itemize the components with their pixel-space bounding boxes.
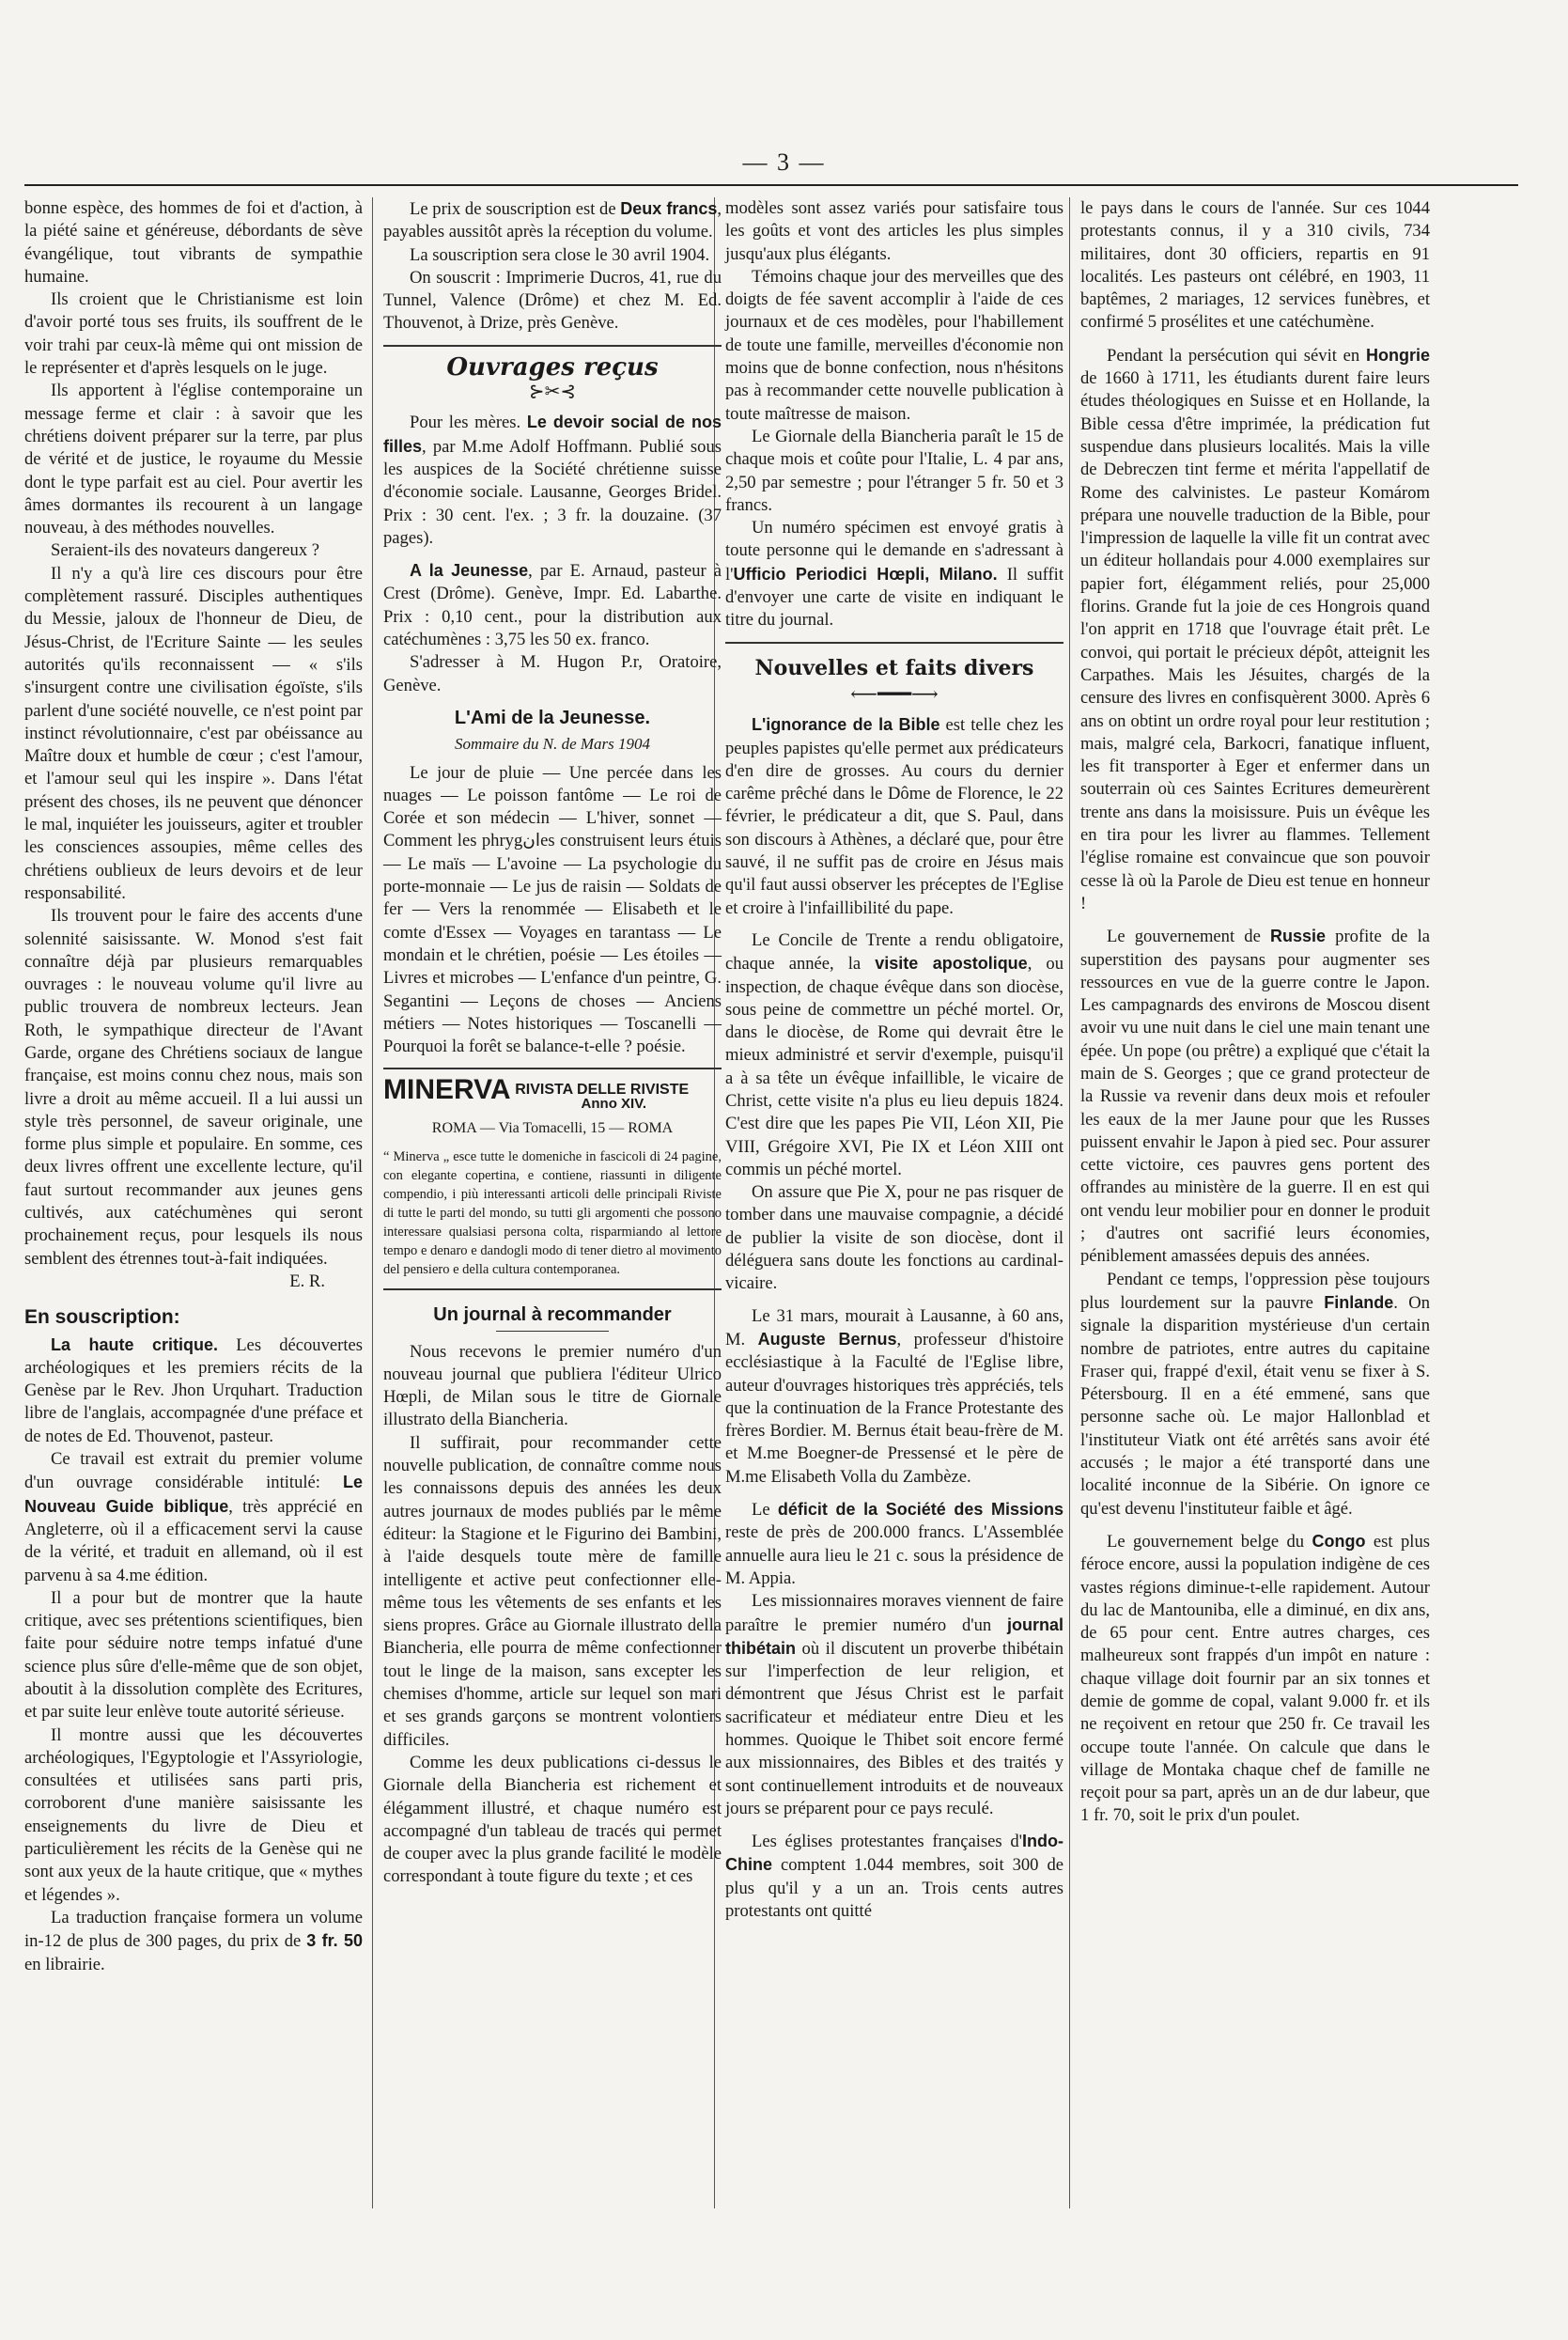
bold-title: Russie — [1269, 927, 1327, 946]
text: où il discutent un proverbe thibétain sur l'imperfection de leur religion, et démontrent que Jésus Christ est le parfait sacrificateur et médiateur entre Dieu et les hommes. Quoique le Thibet soit encore fermé aux missionnaires, des Bibles et des traités y sont continuellement introduits et de nouveaux jours se préparent pour ce pays reculé. — [725, 1638, 1063, 1818]
text: reste de près de 200.000 francs. L'Assemblée annuelle aura lieu le 21 c. sous la présidence de M. Appia. — [725, 1522, 1063, 1588]
paragraph: La souscription sera close le 30 avril 1904. — [410, 244, 710, 265]
ornament-icon: ⊱✂⊰ — [528, 382, 577, 403]
column-divider — [372, 197, 373, 2208]
paragraph: bonne espèce, des hommes de foi et d'action, à la piété saine et généreuse, débordants de sève évangélique, tout vibrants de sympathie humaine. — [24, 198, 363, 287]
paragraph — [1080, 344, 1430, 915]
paragraph: Seraient-ils des novateurs dangereux ? — [51, 540, 320, 561]
paragraph — [383, 559, 722, 651]
bold-title: Congo — [1312, 1531, 1366, 1551]
minerva-ad — [383, 1074, 722, 1279]
text: Le gouvernement belge du — [1107, 1531, 1312, 1552]
paragraph — [24, 1334, 363, 1448]
text: profite de la superstition des paysans pour augmenter ses ressources en vue de la guerre contre le Japon. Les campagnards des environs de Moscou disent avoir vu une nuit dans le ciel une main tenant une épée. Un pope (ou prêtre) a expliqué que c'était la main de S. Georges ; que ce grand protecteur de la Russie va revenir dans deux mois et refouler les eaux de la mer Jaune pour que les Russes puissent envahir le Japon à pied sec. Pour assurer cette victoire, ces pauvres gens portent des offrandes au ministère de la guerre. Il en est qui ont vendu leur mobilier pour en donner le produit ; d'autres ont sacrifié leurs économies, péniblement amassées depuis des années. — [1080, 927, 1430, 1267]
text: Le prix de souscription est de — [410, 199, 621, 219]
section-heading-ouvrages: Ouvrages reçus — [446, 352, 659, 382]
paragraph: Ils trouvent pour le faire des accents d'une solennité saisissante. W. Monod s'est fait connaître déjà par plusieurs remarquables ouvrages : le nouveau volume qu'il livre au public trouvera de nombreux lecteurs. Jean Roth, le sympathique directeur de l'Avant Garde, organe des Chrétiens sociaux de langue française, est moins connu chez nous, mais son livre a droit au même accueil. Il a lui aussi un style très personnel, de saveur originale, une forme plus simple et populaire. En somme, ces deux livres offrent une excellente lecture, qu'il faut surtout recommander aux jeunes gens cultivés, aux catéchumènes qui seront prochainement reçus, pour lesquels ils nous semblent des étrennes tout-à-fait indiquées. — [24, 906, 363, 1269]
paragraph: Il suffirait, pour recommander cette nouvelle publication, de connaître comme nous les connaissons depuis des années les deux autres journaux de modes publiés par le même éditeur: la Stagione et le Figurino dei Bambini, à l'aide desquels toute mère de famille intelligente et active peut confectionner elle-même tous les vêtements de ses enfants et les siens propres. Grâce au Giornale illustrato della Biancheria, elle pourra de même confectionner tout le linge de la maison, sans excepter les chemises d'homme, article sur lequel son mari et ses grands garçons se montrent volontiers difficiles. — [383, 1432, 722, 1750]
paragraph — [383, 197, 722, 244]
paragraph — [725, 1305, 1063, 1489]
text: en librairie. — [24, 1954, 105, 1974]
bold-title: L'ignorance de la Bible — [752, 715, 940, 735]
price: 3 fr. 50 — [306, 1931, 363, 1951]
minerva-address: ROMA — Via Tomacelli, 15 — ROMA — [431, 1119, 674, 1136]
ornament-icon: ⟵━━━⟶ — [850, 683, 939, 705]
paragraph: Il a pour but de montrer que la haute critique, avec ses prétentions scientifiques, bien faite pour séduire notre temps infatué d'une science plus sûre d'elle-même que de son objet, aboutit à la dissolution complète des Ecritures, et par suite leur enlève toute autorité sérieuse. — [24, 1587, 363, 1723]
bold-title: Indo-Chine — [725, 1832, 1063, 1875]
minerva-subtitle: RIVISTA DELLE RIVISTE — [515, 1082, 690, 1099]
bold-title: Le Nouveau Guide biblique — [24, 1473, 363, 1516]
bold-title: Hongrie — [1365, 345, 1430, 365]
text: , très apprécié en Angleterre, où il a efficacement servi la cause de la vérité, et traduit en allemand, où il est parvenu à sa 4.me édition. — [24, 1496, 364, 1585]
minerva-masthead — [383, 1074, 722, 1115]
text: de 1660 à 1711, les étudiants durent faire leurs études théologiques en Suisse et en Hollande, la Bible cessa d'être imprimée, la prédication fut suspendue dans plusieurs localités. Mais la ville de Debreczen tint ferme et mérita l'appellatif de Rome des calvinistes. Le pasteur Komárom prépara une nouvelle traduction de la Bible, pour l'impression de laquelle la ville fit un contrat avec un éditeur hollandais pour 4.000 exemplaires sur papier fort, élégamment reliés, pour 25,000 florins. Grande fut la joie de ces Hongrois quand l'on apprit en 1718 que l'ouvrage était prêt. Le convoi, qui portait le précieux dépôt, atteignit les Carpathes. Mais les Jésuites, chargés de la censure des livres en confisquèrent 3000. Après 6 ans on obtint un ordre royal pour leur restitution ; mais, malgré cela, Barkocri, fanatique influent, les fit transporter à Eger et enfermer dans un souterrain où ces Saintes Ecritures demeurèrent trente ans dans la moisissure. Puis un évêque les en tira pour les livrer au flammes. Tellement l'église romaine est convaincue que son pouvoir cesse là où la Parole de Dieu est tenue en honneur ! — [1080, 368, 1430, 913]
rule — [725, 642, 1063, 644]
paragraph: le pays dans le cours de l'année. Sur ces 1044 protestants connus, il y a 310 civils, 734 militaires, dont 30 officiers, repartis en 91 localités. Les pasteurs ont célébré, en 1903, 11 baptêmes, 2 mariages, 12 services funèbres, et confirmé 5 prosélites et une catéchumène. — [1080, 198, 1430, 333]
text: , payables aussitôt après la réception du volume. — [383, 199, 722, 242]
text: , par E. Arnaud, pasteur à Crest (Drôme). Genève, Impr. Ed. Labarthe. Prix : 0,10 cent., pour la distribution aux catéchumènes : 3,75 les 50 ex. franco. — [383, 561, 722, 650]
text: Le gouvernement de — [1107, 927, 1270, 947]
rule — [383, 345, 722, 347]
text: , professeur d'histoire ecclésiastique à la Faculté de l'Eglise libre, auteur d'ouvrages historiques très appréciés, tels que la continuation de la France Protestante des frères Bordier. M. Bernus était beau-frère de M. et M.me Boegner-de Pressensé et le père de M.me Elisabeth Volla du Zambèze. — [725, 1329, 1063, 1487]
ami-title: L'Ami de la Jeunesse. — [454, 707, 651, 728]
text: Pour les mères. — [410, 413, 527, 433]
text: Un numéro spécimen est envoyé gratis à toute personne qui le demande en s'adressant à l' — [725, 518, 1063, 585]
minerva-title: MINERVA — [383, 1074, 511, 1106]
paragraph: Ils apportent à l'église contemporaine un message ferme et clair : à savoir que les chrétiens doivent préparer sur la terre, par plus de vérité et de justice, le royaume du Messie dont le type parfait est au ciel. Pour avertir les âmes dormantes ils recourent à un langage nouveau, à des méthodes nouvelles. — [24, 381, 363, 538]
paragraph — [725, 517, 1063, 632]
paragraph — [383, 411, 722, 550]
bold-title: visite apostolique — [875, 954, 1028, 974]
text: est telle chez les peuples papistes qu'elle permet aux prédicateurs d'en dire de grosses. Au cours du dernier carême prêché dans le Dôme de Florence, le 22 février, le prédicateur a dit, que S. Paul, dans son discours à Athènes, a déclaré que, pour être sauvé, il ne suffit pas de croire en Jésus mais qu'il faut aussi observer les préceptes de l'Eglise et croire à l'infaillibilité du pape. — [725, 715, 1063, 918]
bold-title: A la Jeunesse — [410, 561, 529, 581]
paragraph — [24, 1907, 363, 1976]
page-number: — 3 — — [742, 148, 826, 176]
column-1 — [24, 197, 363, 1976]
text: Les églises protestantes françaises d' — [752, 1832, 1023, 1852]
text: La traduction française formera un volume in-12 de plus de 300 pages, du prix de — [24, 1907, 363, 1952]
text: . On signale la disparition mystérieuse d'un certain nombre de patriotes, entre autres du capitaine Fraser qui, frappé d'exil, était venu se fixer à S. Pétersbourg. Il en a été emmené, sans que personne sache où. Le major Hallonblad et l'instituteur Viatk ont été arrêtés sans avoir été accusés ; le major a été transporté dans une localité inconnue de la Sibérie. On ignore ce qu'est devenu l'instituteur faible et âgé. — [1080, 1292, 1430, 1519]
text: Pendant la persécution qui sévit en — [1107, 345, 1366, 366]
paragraph — [1080, 925, 1430, 1268]
text: Le Concile de Trente a rendu obligatoire, chaque année, la — [725, 929, 1063, 975]
section-heading-nouvelles: Nouvelles et faits divers — [754, 655, 1034, 680]
text: Le — [752, 1500, 778, 1521]
paragraph — [725, 1830, 1063, 1923]
paragraph — [725, 929, 1063, 1181]
bold-title: journal thibétain — [725, 1615, 1063, 1658]
paragraph: Ils croient que le Christianisme est loin d'avoir porté tous ses fruits, ils souffrent de le voir trahi par ceux-là même qui ont mission de le représenter et d'après lesquels on le juge. — [24, 289, 363, 379]
column-3 — [725, 197, 1063, 1923]
column-2 — [383, 197, 722, 1889]
paragraph: S'adresser à M. Hugon P.r, Oratoire, Genève. — [383, 652, 722, 695]
rule — [496, 1331, 609, 1332]
text: , ou inspection, de chaque évêque dans son diocèse, sous peine de commettre un péché mortel. Or, dans le diocèse, de Rome qui devrait être le mieux administré et servir d'exemple, puisqu'il a à sa tête un évêque infaillible, le vicaire de Christ, cette visite n'a plus eu lieu depuis 1824. C'est dire que les papes Pie VII, Léon XII, Pie VIII, Grégoire XVI, Pie IX et Léon XIII ont commis un péché mortel. — [725, 954, 1064, 1179]
paragraph: Le Giornale della Biancheria paraît le 15 de chaque mois et coûte pour l'Italie, L. 4 par ans, 2,50 par semestre ; pour l'étranger 5 fr. 50 et 3 francs. — [725, 426, 1063, 515]
rule — [383, 1288, 722, 1290]
paragraph: Comme les deux publications ci-dessus le Giornale della Biancheria est richement et élégamment illustré, et chaque numéro est accompagné d'un tableau de tracés qui permet de couper avec la plus grande facilité le modèle correspondant à toute figure du texte ; et ces — [383, 1752, 722, 1887]
section-heading-souscription: En souscription: — [24, 1306, 180, 1329]
text: Il suffit d'envoyer une carte de visite en indiquant le titre du journal. — [725, 564, 1063, 631]
rule — [383, 1068, 722, 1069]
paragraph: On assure que Pie X, pour ne pas risquer de tomber dans une mauvaise compagnie, a décidé de publier la visite de son diocèse, dont il déléguera sans doute les fonctions au cardinal-vicaire. — [725, 1182, 1063, 1294]
paragraph: modèles sont assez variés pour satisfaire tous les goûts et vont des articles les plus simples jusqu'aux plus élégants. — [725, 198, 1063, 264]
paragraph: Le jour de pluie — Une percée dans les nuages — Le poisson fantôme — Le roi de Corée et son médecin — L'hiver, sonnet — Comment les phrygانes construisent leurs étuis — Le maïs — L'avoine — La psychologie du porte-monnaie — Le jus de raisin — Soldats de fer — Vers la renommée — Elisabeth et le comte d'Essex — Voyages en tarantass — Le mondain et le chrétien, poésie — Les étoiles — Livres et microbes — L'enfance d'un peintre, G. Segantini — Leçons de choses — Anciens métiers — Notes historiques — Toscanelli — Pourquoi la forêt se balance-t-elle ? poésie. — [383, 762, 722, 1057]
column-divider — [1069, 197, 1070, 2208]
paragraph: On souscrit : Imprimerie Ducros, 41, rue du Tunnel, Valence (Drôme) et chez M. Ed. Thouvenot, à Drize, près Genève. — [383, 267, 722, 334]
bold-name: Auguste Bernus — [757, 1329, 897, 1349]
text: Les missionnaires moraves viennent de faire paraître le premier numéro d'un — [725, 1591, 1063, 1635]
paragraph — [725, 1590, 1063, 1820]
section-heading-journal: Un journal à recommander — [433, 1304, 672, 1326]
header-rule — [24, 184, 1518, 186]
paragraph: Nous recevons le premier numéro d'un nouveau journal que publiera l'éditeur Ulrico Hœpli, de Milan sous le titre de Giornale illustrato della Biancheria. — [383, 1341, 722, 1430]
paragraph — [1080, 1269, 1430, 1521]
minerva-year: Anno XIV. — [581, 1095, 646, 1112]
ami-subtitle: Sommaire du N. de Mars 1904 — [454, 735, 651, 754]
minerva-body: “ Minerva „ esce tutte le domeniche in fascicoli di 24 pagine, con elegante copertina, e contiene, riassunti in diligente compendio, i più interessanti articoli delle principali Riviste di tutte le parti del mondo, su tutti gli argomenti che possono interessare qualsiasi persona colta, risparmiando al lettore tempo e denaro e dandogli modo di tener dietro al movimento del pensiero e della cultura contemporanea. — [383, 1149, 722, 1278]
text: Pendant ce temps, l'oppression pèse toujours plus lourdement sur la pauvre — [1080, 1269, 1430, 1313]
bold-title: Ufficio Periodici Hœpli, Milano. — [733, 564, 998, 584]
paragraph — [725, 1498, 1063, 1590]
bold-title: déficit de la Société des Missions — [777, 1500, 1064, 1520]
paragraph — [725, 713, 1063, 920]
bold-title: Le devoir social de nos filles — [383, 413, 722, 456]
bold-title: Finlande — [1324, 1292, 1394, 1312]
signature: E. R. — [289, 1271, 325, 1291]
paragraph: Témoins chaque jour des merveilles que des doigts de fée savent accomplir à l'aide de ces journaux et de ces modèles, pour l'habillement de toute une famille, merveilles d'économie non moins que de bonne confection, nous n'hésitons pas à recommander cette nouvelle publication à toute maîtresse de maison. — [725, 266, 1063, 424]
text: , par M.me Adolf Hoffmann. Publié sous les auspices de la Société chrétienne suisse d'économie sociale. Lausanne, Georges Bridel. Prix : 30 cent. l'ex. ; 3 fr. la douzaine. (37 pages). — [383, 436, 722, 548]
text: Ce travail est extrait du premier volume d'un ouvrage considérable intitulé: — [24, 1449, 363, 1493]
column-4 — [1080, 197, 1430, 1828]
paragraph: Il montre aussi que les découvertes archéologiques, l'Egyptologie et l'Assyriologie, consultées et utilisées sans parti pris, corroborent d'une manière saisissante les enseignements du livre de Dieu et particulièrement les récits de la Genèse qui ne sont aux yeux de la haute critique, que « mythes et légendes ». — [24, 1724, 363, 1905]
bold-price: Deux francs — [620, 199, 718, 218]
paragraph — [24, 1448, 363, 1587]
bold-title: La haute critique. — [51, 1334, 219, 1354]
paragraph — [1080, 1530, 1430, 1828]
text: est plus féroce encore, aussi la population indigène de ces vastes régions diminue-t-elle rapidement. Autour du lac de Mantouniba, elle a diminué, en dix ans, de 65 pour cent. Entre autres charges, ces malheureux sont frappés d'un impôt en nature : chaque village doit fournir par an six tonnes et demie de gomme de copal, valant 9.000 fr. et ils ne reçoivent en retour que 250 fr. Ce travail les occupe toute l'année. On calcule que dans le village de Montaka chaque chef de famille ne reçoit pour sa part, après un an de dur labeur, que 1 fr. 70, soit le prix d'un poulet. — [1080, 1531, 1430, 1826]
text: Les découvertes archéologiques et les premiers récits de la Genèse par le Rev. Jhon Urquhart. Traduction libre de l'anglais, accompagnée d'une préface et de notes de Ed. Thouvenot, pasteur. — [24, 1334, 363, 1446]
paragraph: Il n'y a qu'à lire ces discours pour être complètement rassuré. Disciples authentiques du Messie, jaloux de l'honneur de Dieu, de Jésus-Christ, de l'Ecriture Sainte — les seules autorités qu'ils reconnaissent — « s'ils s'insurgent contre une civilisation égoïste, s'ils parlent d'une société nouvelle, ce n'est point par instinct révolutionnaire, c'est par obéissance au Maître doux et humble de cœur ; c'est l'amour, et l'amour seul qui les inspire ». Dans l'état présent des choses, ils ne peuvent que dénoncer le mal, inquiéter les jouisseurs, agiter et troubler les consciences assoupies, même celles des chrétiens oublieux de leurs devoirs et de leur responsabilité. — [24, 563, 363, 903]
text: Le 31 mars, mourait à Lausanne, à 60 ans, M. — [725, 1305, 1063, 1349]
text: comptent 1.044 membres, soit 300 de plus qu'il y a un an. Trois cents autres protestants ont quitté — [725, 1855, 1063, 1922]
